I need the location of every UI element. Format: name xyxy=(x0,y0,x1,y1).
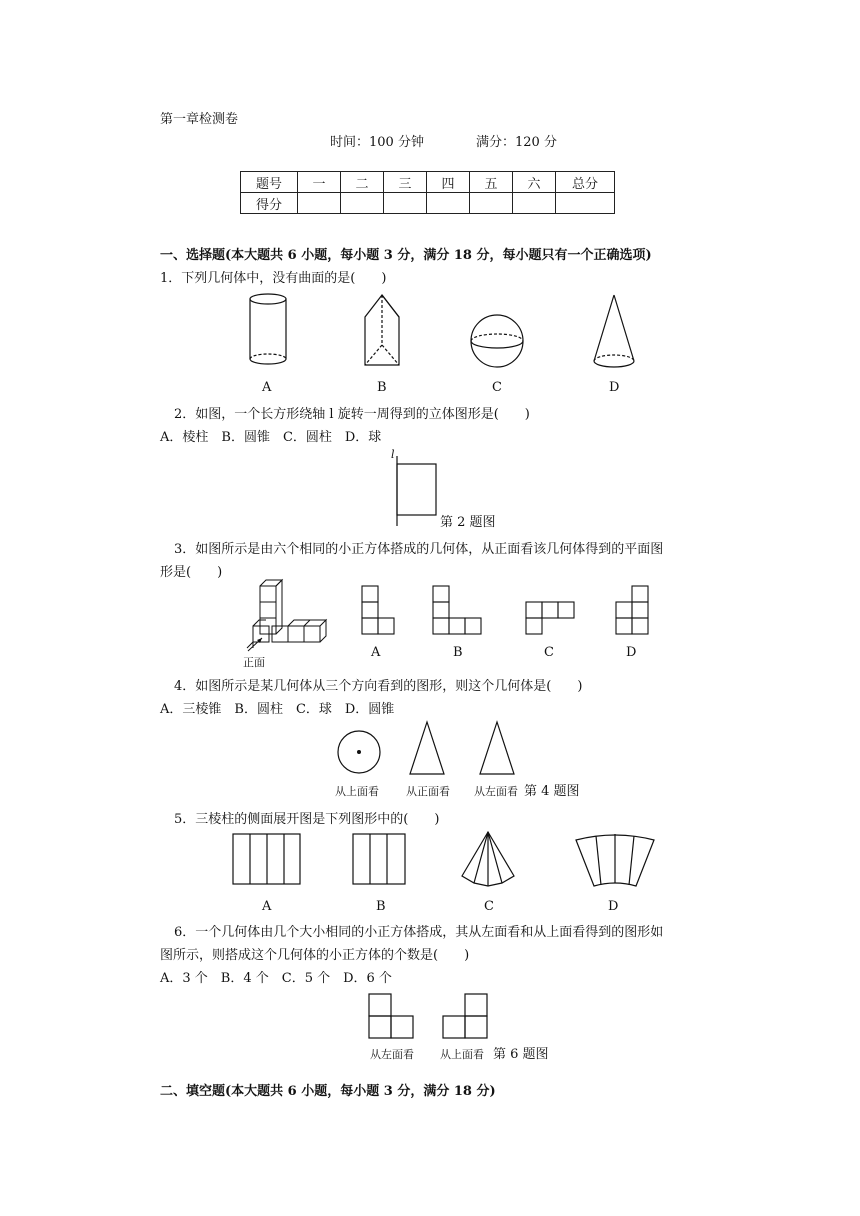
top-view-center-dot xyxy=(357,750,361,754)
exam-title: 第一章检测卷 xyxy=(160,112,239,127)
score-cell: 二 xyxy=(341,172,384,193)
q3-label-c: C xyxy=(544,645,554,660)
q2-stem: 2．如图，一个长方形绕轴 l 旋转一周得到的立体图形是( ) xyxy=(174,407,530,422)
q5-label-c: C xyxy=(484,899,494,914)
q6-stem-line2: 图所示，则搭成这个几何体的小正方体的个数是( ) xyxy=(160,948,470,963)
q6-caption: 第 6 题图 xyxy=(493,1047,549,1062)
score-cell-empty xyxy=(470,193,513,214)
cube-assembly-shape xyxy=(247,580,326,648)
exam-full-score: 满分：120 分 xyxy=(476,135,557,150)
q6-options: A．3 个 B．4 个 C．5 个 D．6 个 xyxy=(160,971,392,986)
q4-caption: 第 4 题图 xyxy=(524,784,580,799)
left-view-triangle xyxy=(480,722,514,774)
score-cell: 五 xyxy=(470,172,513,193)
q3-option-b-shape xyxy=(433,586,481,634)
q3-figures xyxy=(0,578,860,673)
q6-figures xyxy=(0,988,860,1068)
q5-option-c-shape xyxy=(462,832,514,886)
q5-figures xyxy=(0,828,860,918)
q5-option-a-shape xyxy=(233,834,300,884)
q1-label-c: C xyxy=(492,380,502,395)
score-cell: 得分 xyxy=(241,193,298,214)
score-cell-empty xyxy=(556,193,615,214)
q3-label-b: B xyxy=(453,645,463,660)
score-cell-empty xyxy=(384,193,427,214)
q6-top-view-shape xyxy=(443,994,487,1038)
score-cell-empty xyxy=(427,193,470,214)
q3-option-c-shape xyxy=(526,602,574,634)
q5-label-a: A xyxy=(262,899,272,914)
q4-view-left: 从左面看 xyxy=(474,785,518,798)
score-table-header-row xyxy=(241,172,615,193)
q1-figures xyxy=(0,285,860,395)
score-cell: 一 xyxy=(298,172,341,193)
section1-heading: 一、选择题(本大题共 6 小题，每小题 3 分，满分 18 分，每小题只有一个正确选项) xyxy=(160,248,652,263)
q5-option-d-shape xyxy=(576,834,654,886)
q2-caption: 第 2 题图 xyxy=(440,515,496,530)
axis-label: l xyxy=(391,448,395,461)
q1-label-b: B xyxy=(377,380,387,395)
section2-heading: 二、填空题(本大题共 6 小题，每小题 3 分，满分 18 分) xyxy=(160,1084,496,1099)
q6-view-top: 从上面看 xyxy=(440,1048,484,1061)
score-cell: 四 xyxy=(427,172,470,193)
q5-label-b: B xyxy=(376,899,386,914)
q3-front-label: 正面 xyxy=(243,656,265,669)
q3-label-d: D xyxy=(626,645,637,660)
exam-time: 时间：100 分钟 xyxy=(330,135,424,150)
score-table-score-row xyxy=(241,193,615,214)
q2-figure xyxy=(0,446,860,531)
triangular-prism-shape xyxy=(365,295,399,365)
sphere-shape xyxy=(471,315,523,367)
q5-label-d: D xyxy=(608,899,619,914)
q6-view-left: 从左面看 xyxy=(370,1048,414,1061)
score-cell-empty xyxy=(513,193,556,214)
cone-shape xyxy=(594,295,634,367)
q3-stem-line2: 形是( ) xyxy=(160,565,223,580)
score-table xyxy=(240,171,615,214)
q3-stem-line1: 3．如图所示是由六个相同的小正方体搭成的几何体，从正面看该几何体得到的平面图 xyxy=(174,542,664,557)
score-cell: 总分 xyxy=(556,172,615,193)
rectangle-shape xyxy=(397,464,436,515)
front-view-triangle xyxy=(410,722,444,774)
q1-stem: 1．下列几何体中，没有曲面的是( ) xyxy=(160,271,387,286)
score-cell-empty xyxy=(298,193,341,214)
q4-stem: 4．如图所示是某几何体从三个方向看到的图形，则这个几何体是( ) xyxy=(174,679,583,694)
q6-stem-line1: 6．一个几何体由几个大小相同的小正方体搭成，其从左面看和从上面看得到的图形如 xyxy=(174,925,664,940)
q4-figures xyxy=(0,716,860,801)
q5-stem: 5．三棱柱的侧面展开图是下列图形中的( ) xyxy=(174,812,440,827)
q3-option-d-shape xyxy=(616,586,648,634)
cylinder-shape xyxy=(250,294,286,364)
q6-left-view-shape xyxy=(369,994,413,1038)
q3-option-a-shape xyxy=(362,586,394,634)
q2-options: A．棱柱 B．圆锥 C．圆柱 D．球 xyxy=(160,430,382,445)
score-cell: 六 xyxy=(513,172,556,193)
q4-options: A．三棱锥 B．圆柱 C．球 D．圆锥 xyxy=(160,702,395,717)
q4-view-front: 从正面看 xyxy=(406,785,450,798)
q3-label-a: A xyxy=(371,645,381,660)
score-cell-empty xyxy=(341,193,384,214)
q1-label-a: A xyxy=(262,380,272,395)
q4-view-top: 从上面看 xyxy=(335,785,379,798)
q1-label-d: D xyxy=(609,380,620,395)
q5-option-b-shape xyxy=(353,834,405,884)
score-cell: 题号 xyxy=(241,172,298,193)
score-cell: 三 xyxy=(384,172,427,193)
